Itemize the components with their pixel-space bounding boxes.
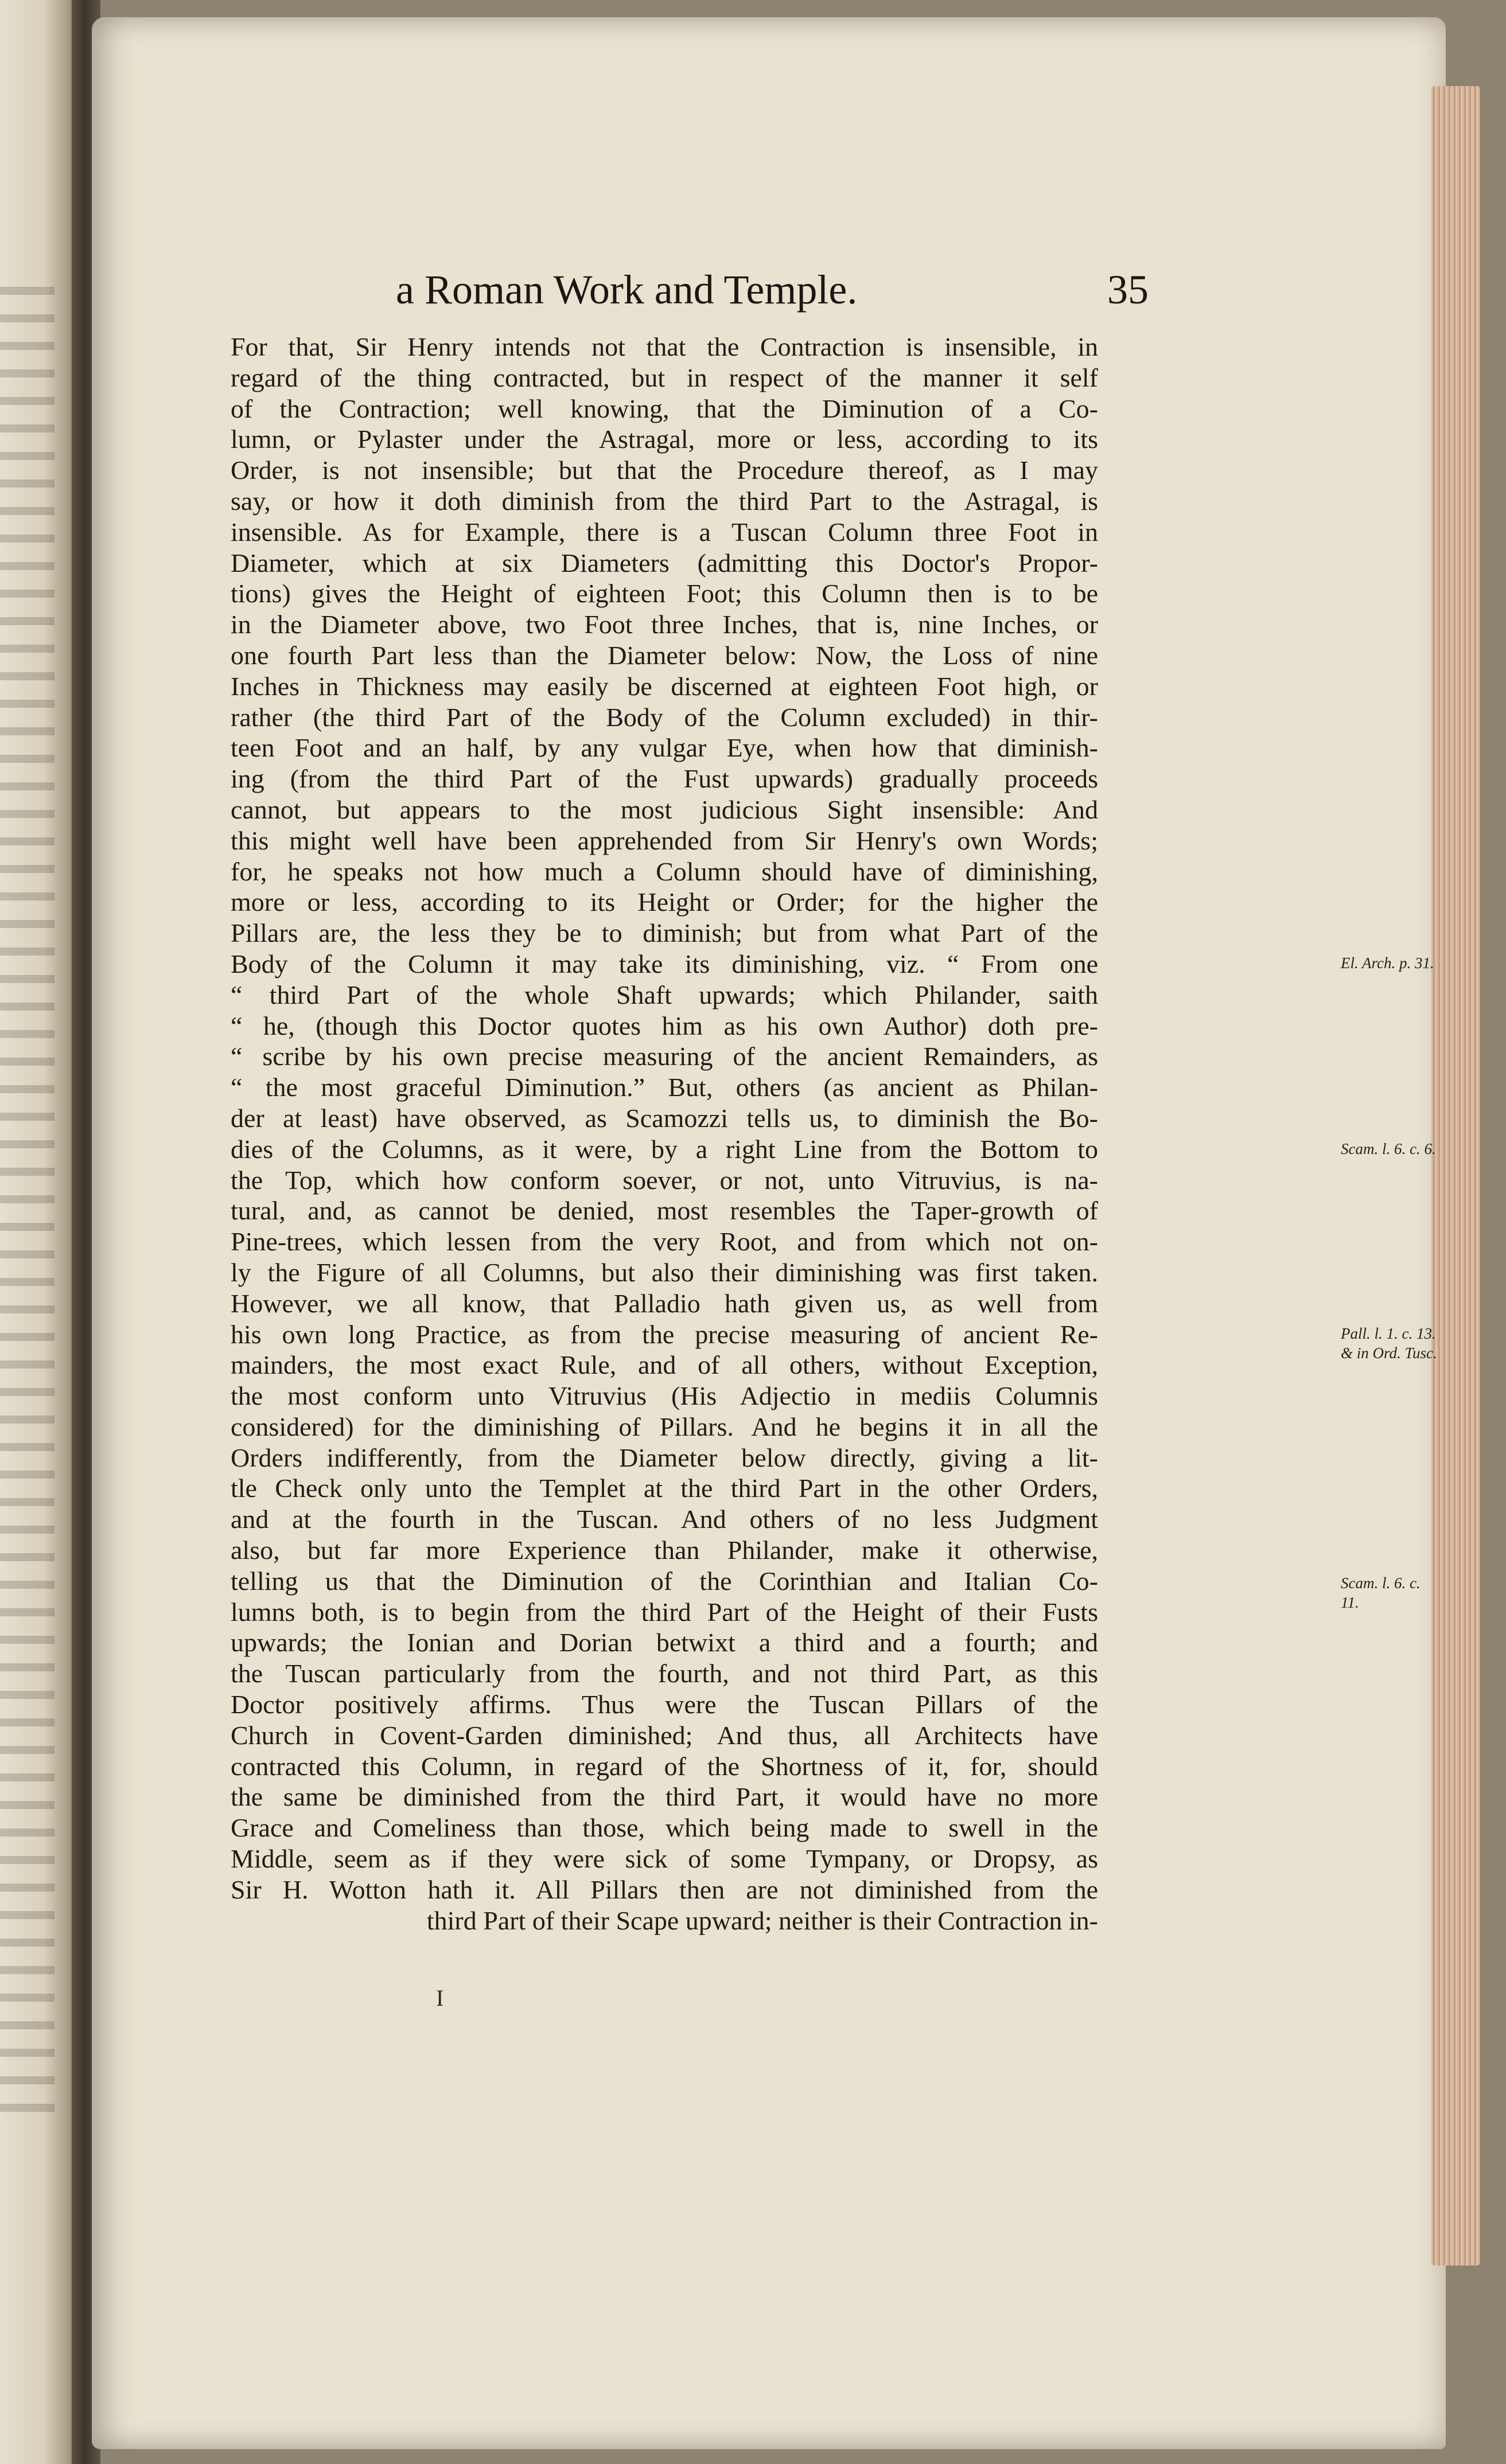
text-line: lumns both, is to begin from the third Part of the Height of their Fusts xyxy=(231,1597,1098,1627)
text-line: and at the fourth in the Tuscan. And others of no less Judgment xyxy=(231,1504,1098,1534)
text-line: Middle, seem as if they were sick of some Tympany, or Dropsy, as xyxy=(231,1844,1098,1874)
text-line: lumn, or Pylaster under the Astragal, more or less, according to its xyxy=(231,424,1098,454)
text-line: Order, is not insensible; but that the Procedure thereof, as I may xyxy=(231,455,1098,485)
text-line: rather (the third Part of the Body of the Column excluded) in thir- xyxy=(231,702,1098,732)
facing-page-text-edge xyxy=(0,287,55,2122)
text-line: Inches in Thickness may easily be discerned at eighteen Foot high, or xyxy=(231,671,1098,701)
text-line: mainders, the most exact Rule, and of all others, without Exception, xyxy=(231,1350,1098,1380)
text-line: cannot, but appears to the most judicious Sight insensible: And xyxy=(231,794,1098,824)
margin-note xyxy=(1341,1139,1436,1159)
text-line: Sir H. Wotton hath it. All Pillars then are not diminished from the xyxy=(231,1874,1098,1904)
text-line: the Top, which how conform soever, or not, unto Vitruvius, is na- xyxy=(231,1165,1098,1195)
text-line: say, or how it doth diminish from the third Part to the Astragal, is xyxy=(231,486,1098,516)
text-line: “ the most graceful Diminution.” But, others (as ancient as Philan- xyxy=(231,1073,1098,1102)
margin-note-line: & in Ord. Tusc. xyxy=(1341,1344,1437,1362)
running-head xyxy=(396,264,1149,321)
text-line: this might well have been apprehended from Sir Henry's own Words; xyxy=(231,825,1098,855)
margin-note xyxy=(1341,1324,1437,1363)
margin-note-line: El. Arch. p. 31. xyxy=(1341,954,1434,972)
body-text xyxy=(231,332,1437,1936)
text-line: the Tuscan particularly from the fourth, and not third Part, as this xyxy=(231,1659,1098,1689)
catchword-line: third Part of their Scape upward; neither is their Contraction in- xyxy=(426,1905,1098,1935)
text-line: Church in Covent-Garden diminished; And thus, all Architects have xyxy=(231,1720,1098,1750)
signature-mark: I xyxy=(436,1985,444,2011)
text-line: Orders indifferently, from the Diameter below directly, giving a lit- xyxy=(231,1442,1098,1472)
text-line: contracted this Column, in regard of the Shortness of it, for, should xyxy=(231,1751,1098,1781)
text-line: the same be diminished from the third Part, it would have no more xyxy=(231,1782,1098,1812)
text-line: teen Foot and an half, by any vulgar Eye, when how that diminish- xyxy=(231,733,1098,763)
text-line: tural, and, as cannot be denied, most resembles the Taper-growth of xyxy=(231,1196,1098,1226)
text-line: ly the Figure of all Columns, but also their diminishing was first taken. xyxy=(231,1257,1098,1287)
text-line: Grace and Comeliness than those, which being made to swell in the xyxy=(231,1813,1098,1843)
text-line: more or less, according to its Height or Order; for the higher the xyxy=(231,887,1098,917)
text-line: the most conform unto Vitruvius (His Adjectio in mediis Columnis xyxy=(231,1381,1098,1411)
margin-note-line: Pall. l. 1. c. 13. xyxy=(1341,1325,1436,1342)
text-line: tle Check only unto the Templet at the third Part in the other Orders, xyxy=(231,1473,1098,1503)
text-line: regard of the thing contracted, but in respect of the manner it self xyxy=(231,362,1098,392)
margin-note xyxy=(1341,1573,1421,1612)
text-line: in the Diameter above, two Foot three Inches, that is, nine Inches, or xyxy=(231,610,1098,640)
text-line: For that, Sir Henry intends not that the Contraction is insensible, in xyxy=(231,332,1098,361)
text-line: dies of the Columns, as it were, by a right Line from the Bottom to xyxy=(231,1134,1098,1164)
text-line: insensible. As for Example, there is a Tuscan Column three Foot in xyxy=(231,517,1098,547)
text-line: telling us that the Diminution of the Corinthian and Italian Co- xyxy=(231,1566,1098,1596)
text-line: “ third Part of the whole Shaft upwards; which Philander, saith xyxy=(231,980,1098,1009)
text-line: Diameter, which at six Diameters (admitting this Doctor's Propor- xyxy=(231,548,1098,578)
text-line: for, he speaks not how much a Column should have of diminishing, xyxy=(231,856,1098,886)
text-line: of the Contraction; well knowing, that the Diminution of a Co- xyxy=(231,393,1098,423)
text-line: upwards; the Ionian and Dorian betwixt a third and a fourth; and xyxy=(231,1628,1098,1658)
text-line: “ he, (though this Doctor quotes him as his own Author) doth pre- xyxy=(231,1011,1098,1040)
text-line: one fourth Part less than the Diameter below: Now, the Loss of nine xyxy=(231,640,1098,670)
text-line: Pillars are, the less they be to diminish; but from what Part of the xyxy=(231,918,1098,948)
margin-note-line: 11. xyxy=(1341,1594,1359,1611)
running-title: a Roman Work and Temple. xyxy=(396,267,858,313)
text-line: also, but far more Experience than Philander, make it otherwise, xyxy=(231,1535,1098,1565)
text-line: “ scribe by his own precise measuring of the ancient Remainders, as xyxy=(231,1042,1098,1071)
text-line: tions) gives the Height of eighteen Foot; this Column then is to be xyxy=(231,579,1098,609)
text-line: der at least) have observed, as Scamozzi tells us, to diminish the Bo- xyxy=(231,1103,1098,1133)
text-line: his own long Practice, as from the precise measuring of ancient Re- xyxy=(231,1319,1098,1349)
text-line: Doctor positively affirms. Thus were the Tuscan Pillars of the xyxy=(231,1690,1098,1720)
text-line: ing (from the third Part of the Fust upwards) gradually proceeds xyxy=(231,764,1098,794)
text-line: considered) for the diminishing of Pillars. And he begins it in all the xyxy=(231,1412,1098,1441)
margin-note-line: Scam. l. 6. c. xyxy=(1341,1574,1421,1592)
facing-page-edge xyxy=(0,0,80,2464)
margin-note xyxy=(1341,953,1434,973)
margin-note-line: Scam. l. 6. c. 6. xyxy=(1341,1140,1436,1157)
text-line: Body of the Column it may take its diminishing, viz. “ From one xyxy=(231,949,1098,978)
text-line: However, we all know, that Palladio hath given us, as well from xyxy=(231,1288,1098,1318)
page-number: 35 xyxy=(1107,267,1149,313)
page-edges xyxy=(1431,86,1480,2266)
text-line: Pine-trees, which lessen from the very Root, and from which not on- xyxy=(231,1227,1098,1257)
